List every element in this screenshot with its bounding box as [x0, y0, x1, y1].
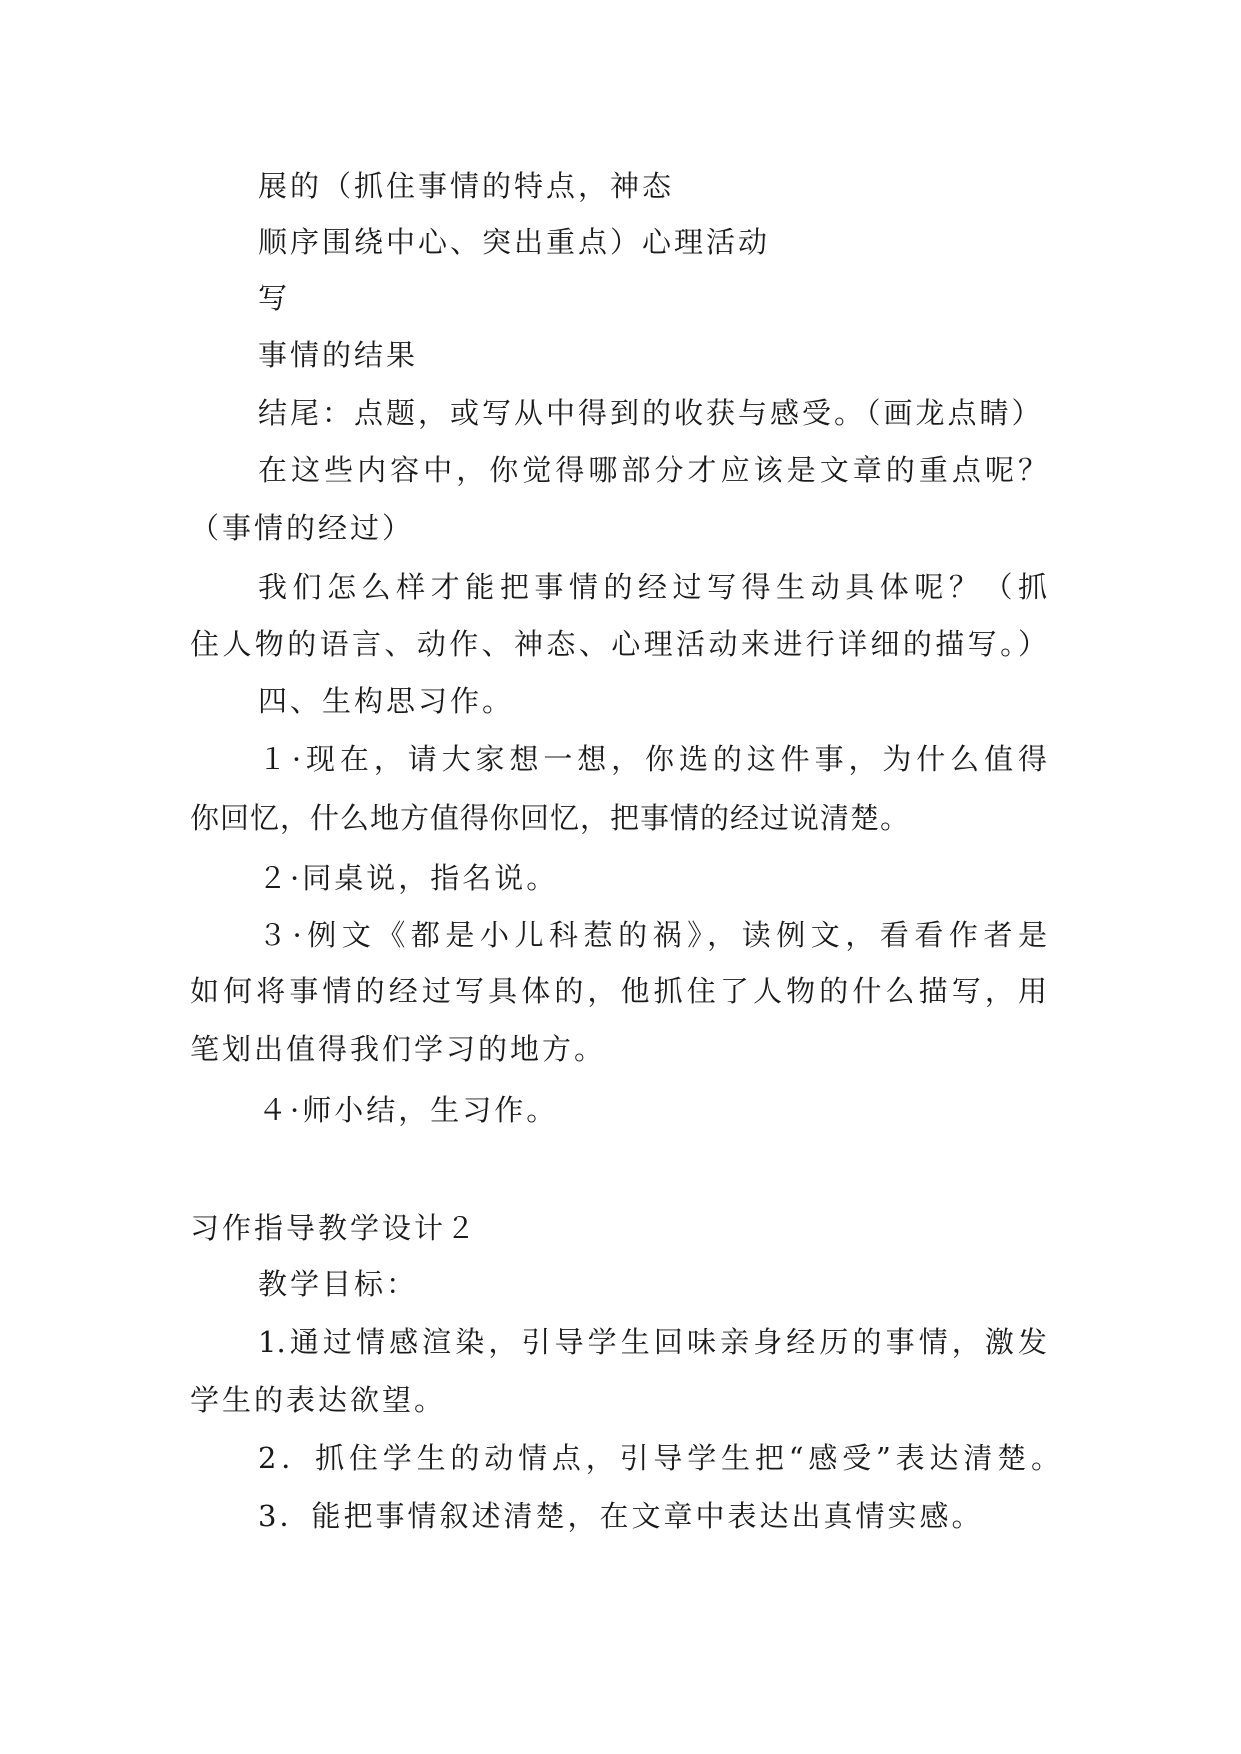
list-item-line: 笔划出值得我们学习的地方。: [190, 1032, 607, 1066]
text-line: 写: [258, 281, 291, 315]
paragraph-line: 我们怎么样才能把事情的经过写得生动具体呢？（抓: [258, 570, 1047, 604]
paragraph-line: 住人物的语言、动作、神态、心理活动来进行详细的描写。）: [190, 627, 1047, 661]
text-line: 展的（抓住事情的特点，神态: [258, 169, 675, 203]
objective-line: 学生的表达欲望。: [190, 1383, 447, 1417]
subheading: 教学目标：: [258, 1267, 419, 1301]
objective-line: 2．抓住学生的动情点，引导学生把“感受”表达清楚。: [258, 1441, 1060, 1475]
objective-line: 1.通过情感渲染，引导学生回味亲身经历的事情，激发: [258, 1325, 1047, 1359]
list-item-line: ４·师小结，生习作。: [258, 1093, 559, 1127]
list-item-line: １·现在，请大家想一想，你选的这件事，为什么值得: [258, 742, 1047, 776]
text-line: （事情的经过）: [190, 511, 415, 545]
list-item-line: 你回忆，什么地方值得你回忆，把事情的经过说清楚。: [190, 801, 911, 835]
section-heading: 四、生构思习作。: [258, 684, 515, 718]
section-title: 习作指导教学设计２: [190, 1211, 479, 1245]
objective-line: 3．能把事情叙述清楚，在文章中表达出真情实感。: [258, 1499, 984, 1533]
text-line: 事情的结果: [258, 338, 419, 372]
text-line: 顺序围绕中心、突出重点）心理活动: [258, 225, 771, 259]
list-item-line: 如何将事情的经过写具体的，他抓住了人物的什么描写，用: [190, 974, 1047, 1008]
list-item-line: ３·例文《都是小儿科惹的祸》，读例文，看看作者是: [258, 918, 1047, 952]
list-item-line: ２·同桌说，指名说。: [258, 861, 559, 895]
paragraph-line: 在这些内容中，你觉得哪部分才应该是文章的重点呢？: [258, 453, 1047, 487]
text-line: 结尾：点题，或写从中得到的收获与感受。（画龙点睛）: [258, 396, 1044, 430]
